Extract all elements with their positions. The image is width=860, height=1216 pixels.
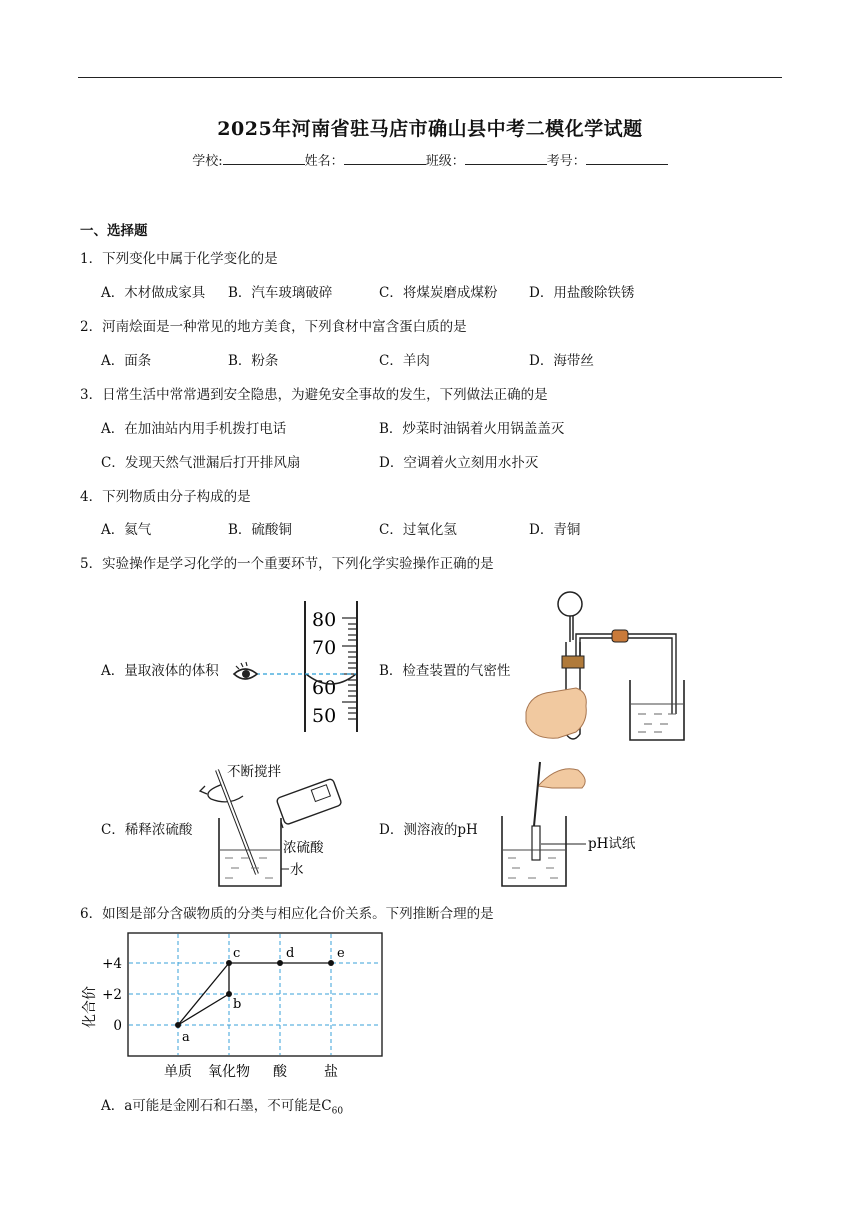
carbon-valence-chart [74,924,404,1084]
point-label-b: b [233,997,242,1012]
eye-icon [234,662,257,679]
q4-option-c[interactable]: C．过氧化氢 [379,522,457,538]
cylinder-tick-60: 60 [312,677,337,699]
class-label: 班级： [425,154,465,169]
point-label-a: a [182,1030,190,1045]
dilution-figure [195,756,345,894]
q6-option-a-subscript: 60 [331,1106,344,1117]
point-b [226,991,232,997]
q4-option-a[interactable]: A．氦气 [101,522,152,538]
page-title: 2025年河南省驻马店市确山县中考二模化学试题 [217,118,643,140]
q1-option-a[interactable]: A．木材做成家具 [101,285,206,301]
exam-no-label: 考号： [546,154,586,169]
q5-option-b[interactable]: B．检查装置的气密性 [379,663,511,679]
q1-option-d[interactable]: D．用盐酸除铁锈 [529,285,635,301]
glass-rod [534,762,540,826]
point-e [328,960,334,966]
q1-option-c[interactable]: C．将煤炭磨成煤粉 [379,285,498,301]
student-info-line [0,150,860,169]
q3-option-a[interactable]: A．在加油站内用手机拨打电话 [101,421,287,437]
graduated-cylinder-figure [230,596,370,736]
point-label-e: e [337,946,345,961]
header-rule [78,77,782,78]
ph-measure-figure [498,756,658,892]
cylinder-tick-70: 70 [312,637,337,659]
name-label: 姓名： [304,154,344,169]
q2-option-a[interactable]: A．面条 [101,353,152,369]
q3-option-b[interactable]: B．炒菜时油锅着火用锅盖盖灭 [379,421,565,437]
school-label: 学校: [192,154,223,169]
question-2-stem: 2．河南烩面是一种常见的地方美食，下列食材中富含蛋白质的是 [80,319,467,335]
point-d [277,960,283,966]
point-a [175,1022,181,1028]
q1-option-b[interactable]: B．汽车玻璃破碎 [228,285,333,301]
class-blank[interactable] [465,152,547,165]
y-tick-1: +2 [102,987,122,1003]
exam-no-blank[interactable] [586,152,668,165]
point-c [226,960,232,966]
q2-option-c[interactable]: C．羊肉 [379,353,430,369]
q2-option-d[interactable]: D．海带丝 [529,353,594,369]
y-tick-2: 0 [113,1018,122,1034]
q5-option-c[interactable]: C．稀释浓硫酸 [101,822,193,838]
point-label-d: d [286,946,295,961]
q2-option-b[interactable]: B．粉条 [228,353,279,369]
question-3-stem: 3．日常生活中常常遇到安全隐患，为避免安全事故的发生，下列做法正确的是 [80,387,548,403]
x-tick-1: 氧化物 [208,1064,250,1080]
q5-option-a[interactable]: A．量取液体的体积 [101,663,219,679]
point-label-c: c [233,946,241,961]
acid-bottle [276,778,342,825]
q4-option-b[interactable]: B．硫酸铜 [228,522,292,538]
question-1-stem: 1．下列变化中属于化学变化的是 [80,251,278,267]
cylinder-tick-50: 50 [312,705,337,727]
question-6-stem: 6．如图是部分含碳物质的分类与相应化合价关系。下列推断合理的是 [80,906,494,922]
ph-paper [532,826,540,860]
link-a-b [178,994,229,1025]
q5-option-d[interactable]: D．测溶液的pH [379,822,478,838]
q6-option-a-text: A．a可能是金刚石和石墨，不可能是C [101,1098,332,1114]
school-blank[interactable] [223,152,305,165]
hand [526,688,586,738]
rubber-stopper [562,656,584,668]
x-tick-0: 单质 [164,1064,192,1080]
x-tick-2: 酸 [273,1064,287,1080]
separatory-funnel-bulb [558,592,582,616]
rubber-tube [612,630,628,642]
name-blank[interactable] [344,152,426,165]
q4-option-d[interactable]: D．青铜 [529,522,581,538]
section-heading: 一、选择题 [80,223,148,239]
x-tick-3: 盐 [324,1064,338,1080]
hand [538,769,585,788]
q3-option-c[interactable]: C．发现天然气泄漏后打开排风扇 [101,455,301,471]
stir-label: 不断搅拌 [227,764,281,780]
acid-label: 浓硫酸 [283,840,324,856]
cylinder-tick-80: 80 [312,609,337,631]
airtightness-apparatus-figure [518,582,698,752]
y-tick-0: +4 [102,956,122,972]
ph-paper-label: pH试纸 [588,836,636,852]
question-5-stem: 5．实验操作是学习化学的一个重要环节，下列化学实验操作正确的是 [80,556,494,572]
question-4-stem: 4．下列物质由分子构成的是 [80,489,251,505]
q6-option-a[interactable] [101,1094,343,1117]
water-label: 水 [290,862,304,878]
q3-option-d[interactable]: D．空调着火立刻用水扑灭 [379,455,539,471]
chart-ylabel: 化合价 [82,986,98,1028]
